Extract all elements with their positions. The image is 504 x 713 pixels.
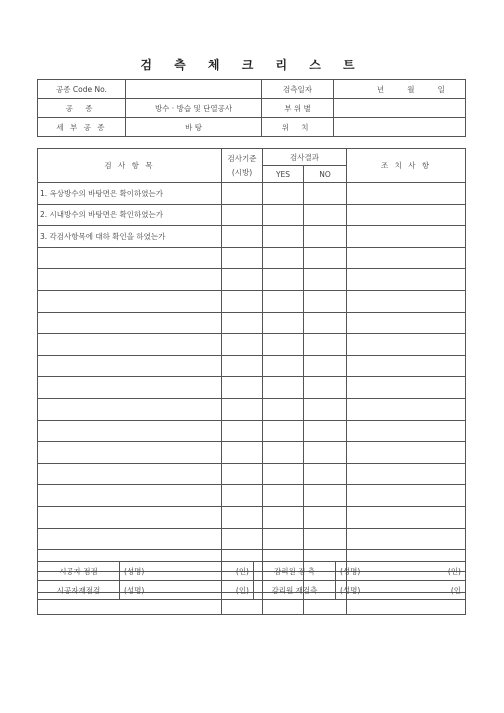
yes-cell[interactable] bbox=[263, 334, 304, 356]
code-label: 공종 Code No. bbox=[38, 80, 126, 99]
contractor-check-sign[interactable] bbox=[120, 562, 254, 581]
supervisor-check-sign[interactable] bbox=[336, 562, 466, 581]
item-text bbox=[38, 463, 222, 485]
action-cell[interactable] bbox=[347, 377, 466, 399]
checklist-row bbox=[38, 442, 466, 464]
yes-cell[interactable] bbox=[263, 204, 304, 226]
action-cell[interactable] bbox=[347, 334, 466, 356]
checklist-row bbox=[38, 355, 466, 377]
name-label: (성명) bbox=[124, 566, 145, 576]
supervisor-recheck-label: 감리원 재검측 bbox=[254, 581, 336, 600]
checklist-row bbox=[38, 398, 466, 420]
col-standard-header bbox=[222, 149, 263, 183]
name-label: (성명) bbox=[340, 566, 361, 576]
action-cell[interactable] bbox=[347, 528, 466, 550]
page-title: 검 측 체 크 리 스 트 bbox=[140, 58, 364, 72]
action-cell[interactable] bbox=[347, 290, 466, 312]
item-text bbox=[38, 528, 222, 550]
yes-cell[interactable] bbox=[263, 247, 304, 269]
no-cell[interactable] bbox=[304, 506, 347, 528]
action-cell[interactable] bbox=[347, 420, 466, 442]
col-item-header: 검 사 항 목 bbox=[38, 149, 222, 183]
info-row-code bbox=[38, 80, 466, 99]
item-text bbox=[38, 420, 222, 442]
yes-cell[interactable] bbox=[263, 269, 304, 291]
no-cell[interactable] bbox=[304, 463, 347, 485]
detail-label: 세 부 공 종 bbox=[38, 118, 126, 137]
checklist-row bbox=[38, 204, 466, 226]
no-cell[interactable] bbox=[304, 290, 347, 312]
supervisor-recheck-sign[interactable] bbox=[336, 581, 466, 600]
signature-row-2 bbox=[38, 581, 466, 600]
action-cell[interactable] bbox=[347, 485, 466, 507]
col-no-header: NO bbox=[304, 166, 347, 183]
action-cell[interactable] bbox=[347, 463, 466, 485]
action-cell[interactable] bbox=[347, 183, 466, 205]
action-cell[interactable] bbox=[347, 355, 466, 377]
no-cell[interactable] bbox=[304, 377, 347, 399]
checklist-row bbox=[38, 334, 466, 356]
yes-cell[interactable] bbox=[263, 420, 304, 442]
standard-cell[interactable] bbox=[222, 506, 263, 528]
contractor-check-label: 시공자 점검 bbox=[38, 562, 120, 581]
item-text bbox=[38, 355, 222, 377]
standard-cell[interactable] bbox=[222, 463, 263, 485]
action-cell[interactable] bbox=[347, 312, 466, 334]
seal-label: (인) bbox=[447, 566, 461, 576]
yes-cell[interactable] bbox=[263, 506, 304, 528]
checklist-row bbox=[38, 506, 466, 528]
yes-cell[interactable] bbox=[263, 398, 304, 420]
work-label: 공 종 bbox=[38, 99, 126, 118]
standard-cell[interactable] bbox=[222, 398, 263, 420]
yes-cell[interactable] bbox=[263, 485, 304, 507]
standard-cell[interactable] bbox=[222, 355, 263, 377]
date-value[interactable] bbox=[334, 80, 466, 99]
standard-cell[interactable] bbox=[222, 290, 263, 312]
item-text bbox=[38, 290, 222, 312]
item-text bbox=[38, 398, 222, 420]
col-result-header: 검사결과 bbox=[263, 149, 347, 166]
part-label: 부 위 별 bbox=[262, 99, 334, 118]
standard-cell[interactable] bbox=[222, 485, 263, 507]
signature-table bbox=[37, 561, 466, 600]
code-value[interactable] bbox=[126, 80, 262, 99]
item-text: 2. 시내방수의 바탕면은 확인하였는가 bbox=[38, 204, 222, 226]
checklist-row bbox=[38, 312, 466, 334]
item-text bbox=[38, 334, 222, 356]
no-cell[interactable] bbox=[304, 528, 347, 550]
date-label: 검측일자 bbox=[262, 80, 334, 99]
item-text bbox=[38, 247, 222, 269]
contractor-recheck-label: 시공자재점검 bbox=[38, 581, 120, 600]
detail-value[interactable]: 바 탕 bbox=[126, 118, 262, 137]
checklist-rows bbox=[38, 183, 466, 615]
action-cell[interactable] bbox=[347, 506, 466, 528]
yes-cell[interactable] bbox=[263, 442, 304, 464]
yes-cell[interactable] bbox=[263, 312, 304, 334]
standard-cell[interactable] bbox=[222, 247, 263, 269]
checklist-row bbox=[38, 183, 466, 205]
no-cell[interactable] bbox=[304, 247, 347, 269]
standard-cell[interactable] bbox=[222, 528, 263, 550]
col-action-header: 조 치 사 항 bbox=[347, 149, 466, 183]
checklist-row bbox=[38, 377, 466, 399]
item-text bbox=[38, 312, 222, 334]
yes-cell[interactable] bbox=[263, 377, 304, 399]
yes-cell[interactable] bbox=[263, 290, 304, 312]
location-value[interactable] bbox=[334, 118, 466, 137]
contractor-recheck-sign[interactable] bbox=[120, 581, 254, 600]
checklist-header-row bbox=[38, 149, 466, 166]
seal-label: (인) bbox=[235, 585, 249, 595]
info-row-work bbox=[38, 99, 466, 118]
checklist-table bbox=[37, 148, 466, 615]
supervisor-check-label: 감리원 검 측 bbox=[254, 562, 336, 581]
info-row-detail bbox=[38, 118, 466, 137]
checklist-row bbox=[38, 463, 466, 485]
action-cell[interactable] bbox=[347, 269, 466, 291]
date-month: 월 bbox=[407, 84, 415, 94]
date-year: 년 bbox=[376, 84, 385, 94]
yes-cell[interactable] bbox=[263, 226, 304, 248]
checklist-row bbox=[38, 226, 466, 248]
signature-row-1 bbox=[38, 562, 466, 581]
checklist-row bbox=[38, 420, 466, 442]
no-cell[interactable] bbox=[304, 183, 347, 205]
action-cell[interactable] bbox=[347, 204, 466, 226]
part-value[interactable] bbox=[334, 99, 466, 118]
name-label: (성명) bbox=[124, 585, 145, 595]
checklist-row bbox=[38, 247, 466, 269]
item-text: 3. 각검사항목에 대하 확인을 하였는가 bbox=[38, 226, 222, 248]
checklist-row bbox=[38, 290, 466, 312]
checklist-row bbox=[38, 269, 466, 291]
no-cell[interactable] bbox=[304, 485, 347, 507]
location-label: 위 치 bbox=[262, 118, 334, 137]
standard-cell[interactable] bbox=[222, 377, 263, 399]
action-cell[interactable] bbox=[347, 247, 466, 269]
standard-cell[interactable] bbox=[222, 204, 263, 226]
standard-cell[interactable] bbox=[222, 334, 263, 356]
col-yes-header: YES bbox=[263, 166, 304, 183]
checklist-row bbox=[38, 528, 466, 550]
no-cell[interactable] bbox=[304, 269, 347, 291]
no-cell[interactable] bbox=[304, 204, 347, 226]
seal-label: (인 bbox=[450, 585, 461, 595]
item-text: 1. 옥상방수의 바탕면은 확이하였는가 bbox=[38, 183, 222, 205]
seal-label: (인) bbox=[235, 566, 249, 576]
item-text bbox=[38, 442, 222, 464]
yes-cell[interactable] bbox=[263, 355, 304, 377]
date-day: 일 bbox=[437, 84, 445, 94]
action-cell[interactable] bbox=[347, 398, 466, 420]
yes-cell[interactable] bbox=[263, 528, 304, 550]
no-cell[interactable] bbox=[304, 334, 347, 356]
yes-cell[interactable] bbox=[263, 463, 304, 485]
standard-cell[interactable] bbox=[222, 226, 263, 248]
standard-cell[interactable] bbox=[222, 312, 263, 334]
col-standard-line1: 검사기준 bbox=[227, 154, 257, 163]
col-standard-line2: (시방) bbox=[231, 168, 253, 177]
no-cell[interactable] bbox=[304, 226, 347, 248]
no-cell[interactable] bbox=[304, 355, 347, 377]
item-text bbox=[38, 269, 222, 291]
item-text bbox=[38, 485, 222, 507]
standard-cell[interactable] bbox=[222, 269, 263, 291]
no-cell[interactable] bbox=[304, 398, 347, 420]
standard-cell[interactable] bbox=[222, 442, 263, 464]
item-text bbox=[38, 377, 222, 399]
yes-cell[interactable] bbox=[263, 183, 304, 205]
action-cell[interactable] bbox=[347, 442, 466, 464]
item-text bbox=[38, 506, 222, 528]
no-cell[interactable] bbox=[304, 420, 347, 442]
name-label: (성명) bbox=[340, 585, 361, 595]
checklist-row bbox=[38, 485, 466, 507]
info-table bbox=[37, 79, 466, 137]
no-cell[interactable] bbox=[304, 312, 347, 334]
standard-cell[interactable] bbox=[222, 183, 263, 205]
work-value[interactable]: 방수 · 방습 및 단열공사 bbox=[126, 99, 262, 118]
action-cell[interactable] bbox=[347, 226, 466, 248]
standard-cell[interactable] bbox=[222, 420, 263, 442]
no-cell[interactable] bbox=[304, 442, 347, 464]
